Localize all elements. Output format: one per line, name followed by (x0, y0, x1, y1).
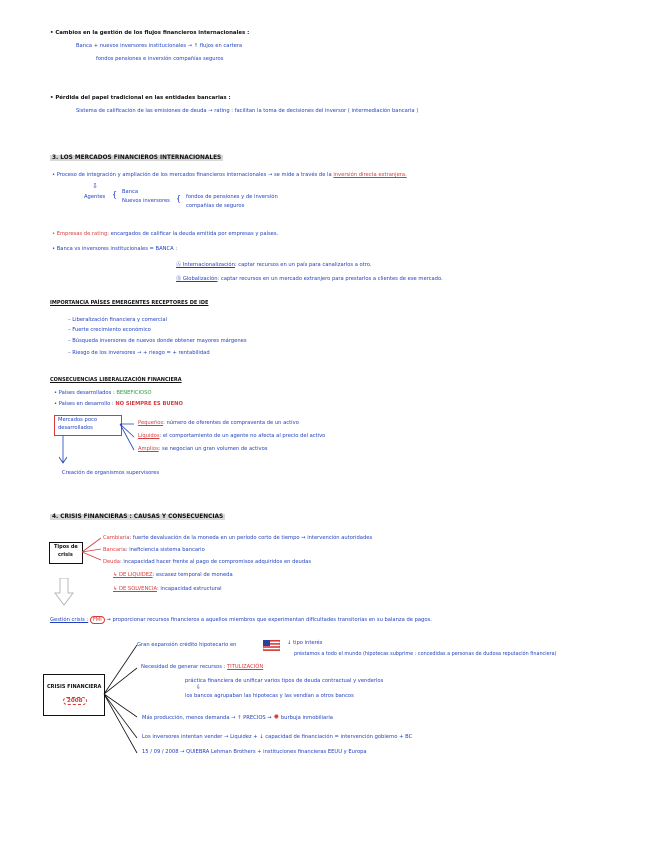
branch-arrows (103, 640, 139, 760)
text-line: desarrollados (58, 425, 93, 431)
text-line: Gestión crisis : FMI ⇝ proporcionar recursos financieros a aquellos miembros que experimentan dificultades transitorias en su balanza de pagos. (50, 617, 432, 623)
hollow-down-arrow-icon (54, 578, 74, 606)
bullet-perdida: • Pérdida del papel tradicional en las entidades bancarias : (50, 95, 231, 101)
section-title: 3. LOS MERCADOS FINANCIEROS INTERNACIONALES (52, 155, 222, 161)
branch-arrows (81, 536, 103, 566)
text-line: los bancos agrupaban las hipotecas y las vendían a otros bancos (185, 693, 354, 699)
text-line: ↓ tipo interés (287, 640, 323, 646)
text-line: Pequeños: número de oferentes de compraventa de un activo (138, 420, 299, 426)
text-line: Necesidad de generar recursos : TITULIZACIÓN (141, 664, 264, 670)
brace-icon: { (176, 194, 182, 203)
text-line: fondos de pensiones y de inversión (186, 194, 278, 200)
text-line: Banca (122, 189, 139, 195)
text-line: ↳ DE LIQUIDEZ: escasez temporal de moneda (113, 572, 233, 578)
list-item: – Búsqueda inversores de nuevos donde obtener mayores márgenes (68, 338, 247, 344)
text-line: ↳ DE SOLVENCIA: incapacidad estructural (113, 586, 222, 592)
text-line: Sistema de calificación de las emisiones de deuda → rating : facilitan la toma de decisiones del inversor ( intermediación bancaria ) (76, 108, 419, 114)
text-line: Amplios: se negocian un gran volumen de activos (138, 446, 268, 452)
text-line: fondos pensiones e inversión compañías seguros (96, 56, 224, 62)
text-line: crisis (58, 552, 73, 558)
down-arrow-icon: ⇩ (92, 182, 98, 190)
text-line: Líquidos: el comportamiento de un agente no afecta al precio del activo (138, 433, 326, 439)
text-line: compañías de seguros (186, 203, 245, 209)
bullet-cambios: • Cambios en la gestión de los flujos financieros internacionales : (50, 30, 250, 36)
branch-arrows (118, 418, 138, 454)
down-arrow-icon: ⇩ (196, 684, 202, 691)
text-line: • Países desarrollados : BENEFICIOSO (54, 390, 152, 396)
text-line: Gran expansión crédito hipotecario en (137, 642, 237, 648)
text-line: Ⓑ Globalización: captar recursos en un mercado extranjero para prestarlos a clientes de ese mercado. (176, 276, 443, 282)
text-line: préstamos a todo el mundo (hipotecas subprime : concedidas a personas de dudosa reputación financiera) (294, 651, 557, 657)
text-line: • Países en desarrollo : NO SIEMPRE ES BUENO (54, 401, 183, 407)
text-line: Los inversores intentan vender → Liquidez + ↓ capacidad de financiación = intervención gobierno + BC (142, 734, 413, 740)
agents-label: Agentes (84, 194, 106, 200)
text-line: • Proceso de integración y ampliación de los mercados financieros internacionales → se mide a través de la inversión directa extranjera. (52, 172, 407, 178)
text-line: Ⓐ Internacionalización: captar recursos en un país para canalizarlos a otro. (176, 262, 372, 268)
text-line: Creación de organismos supervisores (62, 470, 160, 476)
year-badge: 2008 (63, 697, 87, 705)
text-line: Tipos de (54, 544, 78, 550)
down-arrow-icon (58, 436, 68, 466)
list-item: – Riesgo de los inversores → + riesgo = + rentabilidad (68, 350, 210, 356)
text-line: 15 / 09 / 2008 → QUIEBRA Lehman Brothers + instituciones financieras EEUU y Europa (142, 749, 367, 755)
text-line: • Empresas de rating: encargados de calificar la deuda emitida por empresas y países. (52, 231, 279, 237)
text-line: práctica financiera de unificar varios tipos de deuda contractual y venderlos (185, 678, 384, 684)
crisis-box (43, 674, 105, 716)
text-line: Bancaria: ineficiencia sistema bancario (103, 547, 205, 553)
text-line: Nuevos inversores (122, 198, 170, 204)
text-line: CRISIS FINANCIERA (47, 684, 102, 690)
subheading: IMPORTANCIA PAÍSES EMERGENTES RECEPTORES DE IDE (50, 300, 209, 306)
usa-flag-icon (263, 640, 280, 651)
text-line: Banca + nuevos inversores institucionales → ↑ flujos en cartera (76, 43, 243, 49)
list-item: – Liberalización financiera y comercial (68, 317, 167, 323)
explosion-icon: ✹ (273, 713, 280, 721)
section-title: 4. CRISIS FINANCIERAS : CAUSAS Y CONSECUENCIAS (52, 514, 224, 520)
text-line: Cambiaria: fuerte devaluación de la moneda en un período corto de tiempo ⇝ intervención autoridades (103, 535, 373, 541)
subheading: CONSECUENCIAS LIBERALIZACIÓN FINANCIERA (50, 377, 182, 383)
brace-icon: { (112, 190, 118, 199)
text-line: • Banca vs inversores institucionales = BANCA : (52, 246, 178, 252)
text-line: Mercados poco (58, 417, 98, 423)
text-line: Deuda: incapacidad hacer frente al pago de compromisos adquiridos en deudas (103, 559, 312, 565)
text-line: Más producción, menos demanda → ↑ PRECIOS ⇝ ✹ burbuja inmobiliaria (142, 713, 333, 721)
list-item: – Fuerte crecimiento económico (68, 327, 151, 333)
